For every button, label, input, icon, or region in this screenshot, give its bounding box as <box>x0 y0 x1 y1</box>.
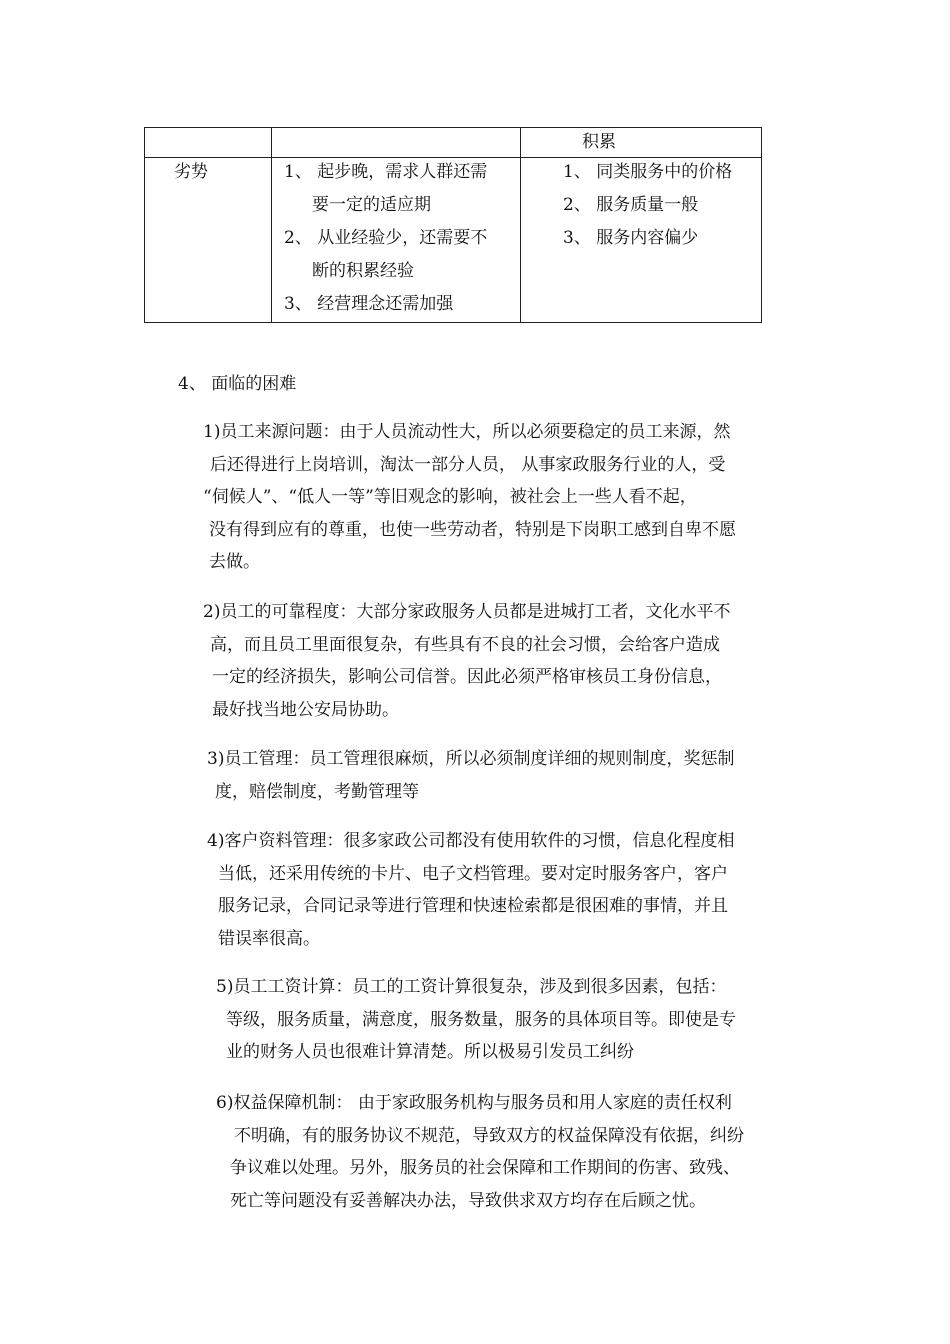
table-cell-col3-line: 1、 同类服务中的价格 <box>563 162 733 182</box>
table-cell-col2-line: 3、 经营理念还需加强 <box>284 294 454 314</box>
section-heading: 4、 面临的困难 <box>178 374 297 394</box>
paragraph-line: 最好找当地公安局协助。 <box>212 699 399 720</box>
table-col-divider-2 <box>520 127 521 323</box>
table-col-divider-1 <box>271 127 272 323</box>
paragraph-line: 2)员工的可靠程度：大部分家政服务人员都是进城打工者，文化水平不 <box>203 602 731 622</box>
table-cell-col3-line: 2、 服务质量一般 <box>563 195 699 215</box>
table-border-left <box>144 127 145 323</box>
table-border-right <box>761 127 762 323</box>
paragraph-line: 1)员工来源问题：由于人员流动性大，所以必须要稳定的员工来源，然 <box>203 422 731 442</box>
paragraph-line: 业的财务人员也很难计算清楚。所以极易引发员工纠纷 <box>226 1042 634 1062</box>
paragraph-customer-data <box>207 825 734 955</box>
paragraph-rights-protection <box>216 1087 744 1217</box>
table-cell-col2-line: 要一定的适应期 <box>312 195 431 215</box>
paragraph-line: 6)权益保障机制： 由于家政服务机构与服务员和用人家庭的责任权利 <box>216 1093 732 1113</box>
paragraph-line: 后还得进行上岗培训，淘汰一部分人员， 从事家政服务行业的人，受 <box>210 454 726 475</box>
paragraph-line: 错误率很高。 <box>218 928 320 949</box>
paragraph-employee-management <box>207 743 734 808</box>
paragraph-salary-calculation <box>216 971 736 1069</box>
table-cell-col3-line: 3、 服务内容偏少 <box>563 228 699 248</box>
table-border-top <box>144 127 762 128</box>
paragraph-line: 死亡等问题没有妥善解决办法，导致供求双方均存在后顾之忧。 <box>230 1190 706 1211</box>
table-header-col3: 积累 <box>582 132 616 152</box>
paragraph-line: 去做。 <box>209 552 260 572</box>
paragraph-line: “伺候人”、“低人一等”等旧观念的影响，被社会上一些人看不起， <box>203 487 697 507</box>
paragraph-line: 5)员工工资计算：员工的工资计算很复杂，涉及到很多因素，包括： <box>216 977 727 997</box>
table-cell-col2-line: 1、 起步晚，需求人群还需 <box>284 162 488 182</box>
paragraph-line: 3)员工管理：员工管理很麻烦，所以必须制度详细的规则制度，奖惩制 <box>207 749 735 769</box>
paragraph-line: 当低，还采用传统的卡片、电子文档管理。要对定时服务客户，客户 <box>218 863 728 884</box>
paragraph-line: 等级，服务质量，满意度，服务数量，服务的具体项目等。即使是专 <box>226 1009 736 1030</box>
paragraph-line: 服务记录，合同记录等进行管理和快速检索都是很困难的事情，并且 <box>218 896 728 916</box>
table-cell-col2-line: 2、 从业经验少，还需要不 <box>284 228 488 248</box>
paragraph-line: 度，赔偿制度，考勤管理等 <box>215 781 419 802</box>
paragraph-employee-source <box>203 416 736 579</box>
paragraph-line: 争议难以处理。另外，服务员的社会保障和工作期间的伤害、致残、 <box>230 1158 740 1178</box>
paragraph-line: 高，而且员工里面很复杂，有些具有不良的社会习惯，会给客户造成 <box>210 634 720 655</box>
paragraph-employee-reliability <box>203 596 730 726</box>
table-row-label: 劣势 <box>174 162 208 182</box>
table-cell-col2-line: 断的积累经验 <box>312 261 414 281</box>
paragraph-line: 一定的经济损失，影响公司信誉。因此必须严格审核员工身份信息， <box>212 667 722 687</box>
paragraph-line: 没有得到应有的尊重，也使一些劳动者，特别是下岗职工感到自卑不愿 <box>209 519 736 540</box>
paragraph-line: 4)客户资料管理：很多家政公司都没有使用软件的习惯，信息化程度相 <box>207 831 735 851</box>
swot-table <box>144 127 762 323</box>
table-border-bottom <box>144 322 762 323</box>
paragraph-line: 不明确，有的服务协议不规范，导致双方的权益保障没有依据，纠纷 <box>234 1125 744 1146</box>
